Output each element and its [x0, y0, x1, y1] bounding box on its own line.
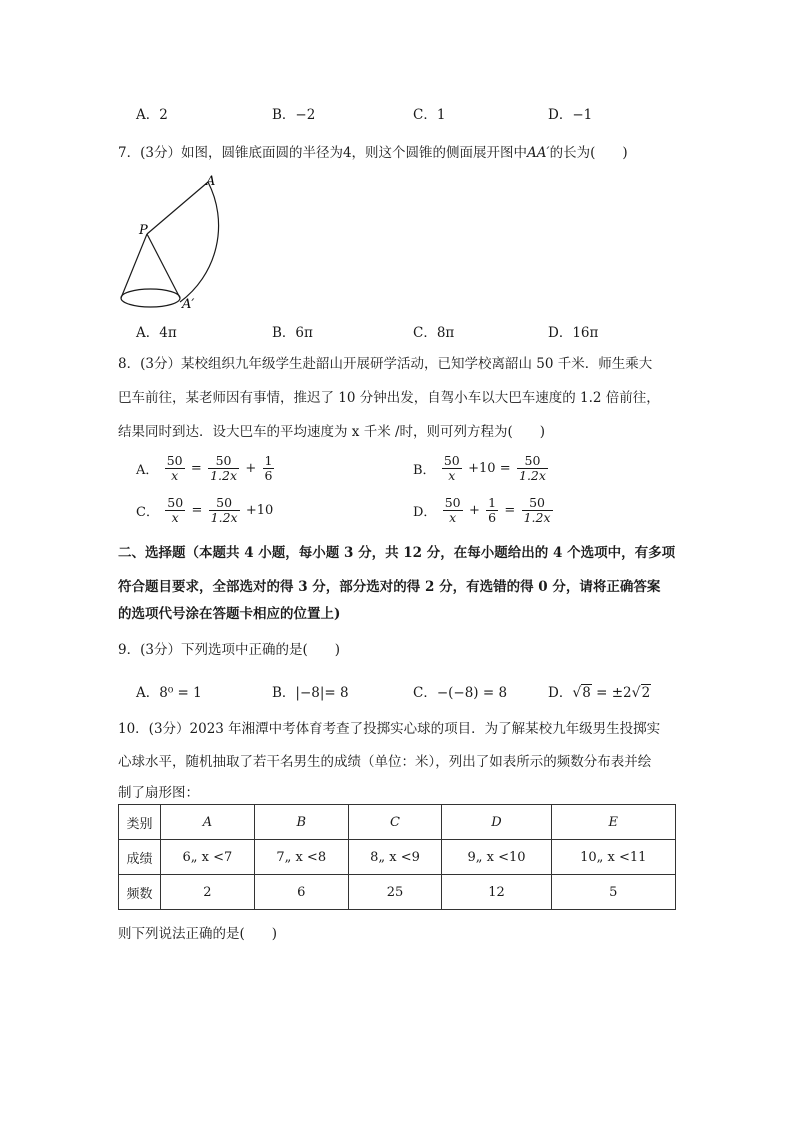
q9-option-b: B．|−8|= 8	[272, 685, 349, 701]
table-cell: 6	[254, 875, 348, 910]
table-cell: 9„ x <10	[442, 840, 551, 875]
section-2-heading-line-3: 的选项代号涂在答题卡相应的位置上)	[118, 606, 341, 622]
q8-line-1: 8．(3分）某校组织九年级学生赴韶山开展研学活动，已知学校离韶山 50 千米．师生乘大	[118, 356, 653, 372]
label-a-prime: A′	[182, 297, 195, 312]
q10-line-2: 心球水平，随机抽取了若干名男生的成绩（单位：米），列出了如表所示的频数分布表并绘	[118, 754, 652, 770]
q9-option-c: C．−(−8) = 8	[413, 685, 508, 701]
table-cell: 2	[161, 875, 255, 910]
table-cell: 频数	[119, 875, 161, 910]
frequency-table	[118, 804, 676, 910]
table-header-cell: C	[348, 805, 442, 840]
q7-option-c: C．8π	[413, 325, 455, 341]
q7-option-a: A．4π	[136, 325, 177, 341]
q8-option-a: A． $\frac{50}{x}$ = $\frac{50}{1.2x}$ + $\frac{1}{6}$	[136, 453, 273, 484]
table-cell: 12	[442, 875, 551, 910]
q6-option-a: A．2	[136, 107, 168, 123]
table-cell: 25	[348, 875, 442, 910]
table-cell: 10„ x <11	[551, 840, 675, 875]
q6-option-c: C．1	[413, 107, 446, 123]
q10-line-1: 10．(3分）2023 年湘潭中考体育考查了投掷实心球的项目．为了解某校九年级男生投掷实	[118, 721, 661, 737]
section-2-heading-line-1: 二、选择题（本题共 4 小题，每小题 3 分，共 12 分，在每小题给出的 4 个选项中，有多项	[118, 545, 676, 561]
q8-line-2: 巴车前往，某老师因有事情，推迟了 10 分钟出发，自驾小车以大巴车速度的 1.2 倍前往，	[118, 390, 660, 406]
cone-side-left	[121, 234, 147, 298]
table-row	[119, 840, 676, 875]
q6-option-b: B．−2	[272, 107, 316, 123]
q10-line-3: 制了扇形图：	[118, 785, 199, 801]
q7-stem: 7．(3分）如图，圆锥底面圆的半径为4，则这个圆锥的侧面展开图中AA′的长为( )	[118, 145, 628, 161]
q8-option-b: B． $\frac{50}{x}$ +10 = $\frac{50}{1.2x}$	[413, 453, 546, 484]
q6-option-d: D．−1	[548, 107, 593, 123]
table-header-cell: D	[442, 805, 551, 840]
cone-base	[121, 289, 180, 307]
section-2-heading-line-2: 符合题目要求，全部选对的得 3 分，部分选对的得 2 分，有选错的得 0 分，请将正确答案	[118, 579, 661, 595]
q7-option-d: D．16π	[548, 325, 599, 341]
q8-option-d: D． $\frac{50}{x}$ + $\frac{1}{6}$ = $\frac{50}{1.2x}$	[413, 495, 551, 526]
table-header-cell: 类别	[119, 805, 161, 840]
q9-option-a: A．8⁰ = 1	[136, 685, 202, 701]
cone-side-right	[147, 234, 180, 298]
q9-stem: 9．(3分）下列选项中正确的是( )	[118, 642, 340, 658]
table-row	[119, 875, 676, 910]
table-header-cell: E	[551, 805, 675, 840]
table-cell: 6„ x <7	[161, 840, 255, 875]
slant-line-pa	[147, 182, 208, 234]
table-cell: 8„ x <9	[348, 840, 442, 875]
table-header-row	[119, 805, 676, 840]
q9-option-d: D．√8 = ±2√2	[548, 685, 651, 701]
table-cell: 成绩	[119, 840, 161, 875]
cone-figure	[110, 170, 240, 315]
sector-arc	[180, 182, 219, 302]
q8-line-3: 结果同时到达．设大巴车的平均速度为 x 千米 /时，则可列方程为( )	[118, 424, 546, 440]
table-header-cell: A	[161, 805, 255, 840]
table-cell: 7„ x <8	[254, 840, 348, 875]
q7-option-b: B．6π	[272, 325, 313, 341]
label-p: P	[139, 223, 148, 238]
label-a: A	[206, 174, 216, 189]
table-cell: 5	[551, 875, 675, 910]
table-header-cell: B	[254, 805, 348, 840]
q8-option-c: C． $\frac{50}{x}$ = $\frac{50}{1.2x}$ +10	[136, 495, 274, 526]
q10-followup: 则下列说法正确的是( )	[118, 926, 278, 942]
